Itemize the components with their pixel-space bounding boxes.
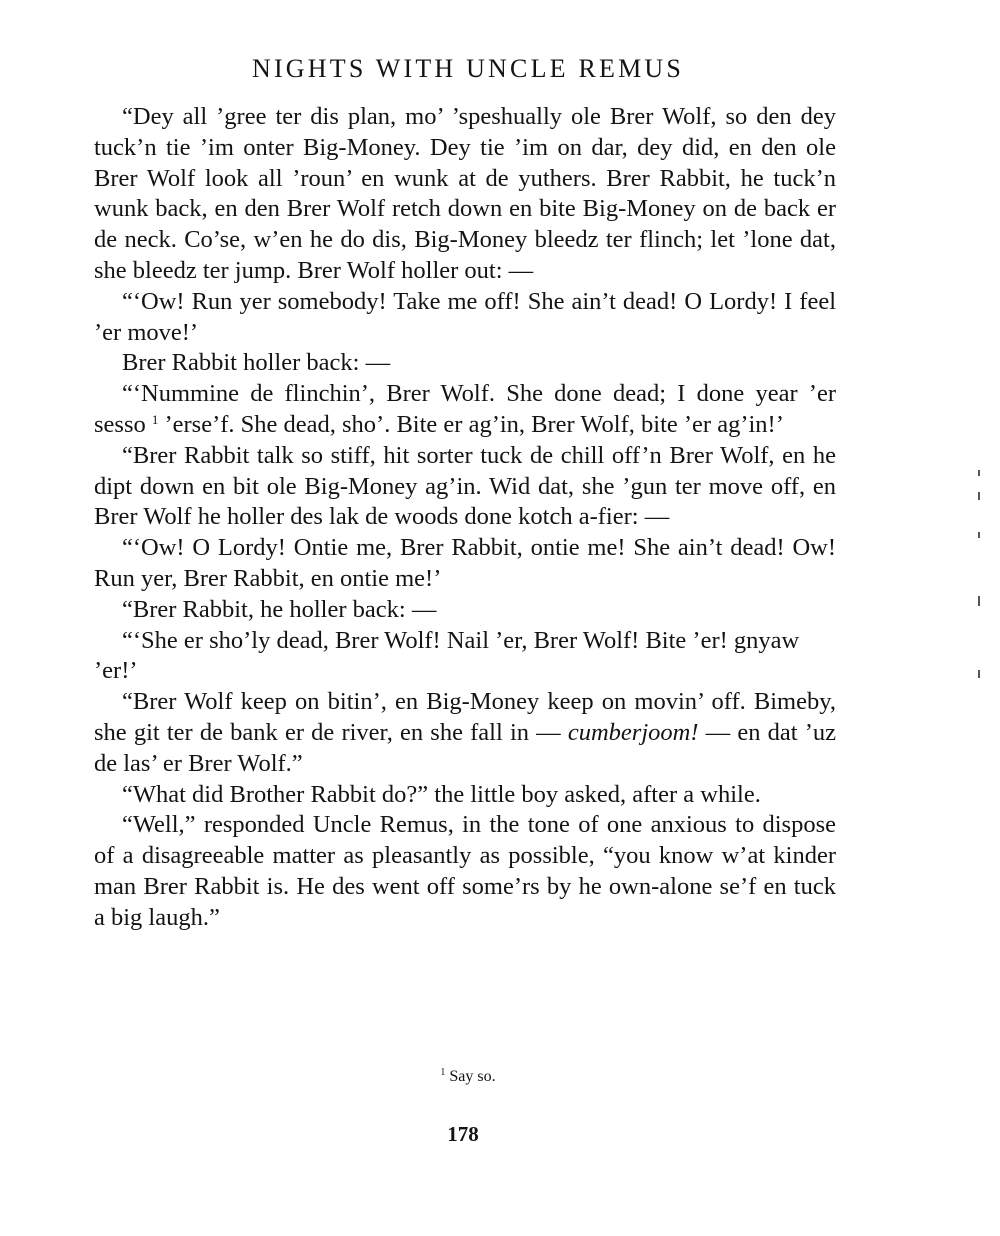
paragraph: Brer Rabbit holler back: — <box>122 349 391 377</box>
footnote-reference: 1 <box>151 412 159 428</box>
paragraph: “‘Ow! O Lordy! Ontie me, Brer Rabbit, ontie me! She ain’t dead! Ow! Run yer, Brer Rabbit, en ontie me!’ <box>94 534 836 592</box>
paragraph: “‘She er sho’ly dead, Brer Wolf! Nail ’er, Brer Wolf! Bite ’er! gnyaw ’er!’ <box>94 626 800 685</box>
paragraph-text: ’erse’f. She dead, sho’. Bite er ag’in, Brer Wolf, bite ’er ag’in!’ <box>158 410 784 438</box>
paragraph: “What did Brother Rabbit do?” the little boy asked, after a while. <box>122 780 761 808</box>
page-number: 178 <box>447 1122 479 1146</box>
paragraph: “Brer Rabbit, he holler back: — <box>122 595 437 623</box>
running-header: NIGHTS WITH UNCLE REMUS <box>251 54 685 83</box>
footnote-marker: 1 <box>440 1067 446 1078</box>
italic-exclamation: cumberjoom! <box>567 718 699 746</box>
paragraph-with-italic <box>94 687 836 779</box>
paragraph: “Brer Rabbit talk so stiff, hit sorter tuck de chill off’n Brer Wolf, en he dipt down en bit ole Big-Money ag’in. Wid dat, she ’gun ter move off, en Brer Wolf he holler des lak de woods done kotch a-fier: — <box>94 441 836 531</box>
paragraph: “Dey all ’gree ter dis plan, mo’ ’speshually ole Brer Wolf, so den dey tuck’n tie ’im onter Big-Money. Dey tie ’im on dar, dey did, en den ole Brer Wolf look all ’roun’ en wunk at de yuthers. Brer Rabbit, he tuck’n wunk back, en den Brer Wolf retch down en bite Big-Money on de back er de neck. Co’se, w’en he do dis, Big-Money bleedz ter flinch; let ’lone dat, she bleedz ter jump. Brer Wolf holler out: — <box>94 103 836 284</box>
page-body <box>94 102 836 934</box>
paragraph-text: “‘Nummine de flinchin’, Brer Wolf. She done dead; I done year ’er sesso <box>94 380 836 438</box>
footnote-text: Say so. <box>445 1068 496 1085</box>
paragraph-text: — en dat ’uz de las’ er Brer Wolf.” <box>94 718 836 777</box>
scan-margin-marks <box>978 470 984 690</box>
paragraph-with-footnote <box>94 379 836 441</box>
paragraph: “‘Ow! Run yer somebody! Take me off! She ain’t dead! O Lordy! I feel ’er move!’ <box>94 287 836 346</box>
paragraph: “Well,” responded Uncle Remus, in the tone of one anxious to dispose of a disagreeable matter as pleasantly as possible, “you know w’at kinder man Brer Rabbit is. He des went off some’rs by he own-alone se’f en tuck a big laugh.” <box>94 811 836 931</box>
footnote <box>0 1068 936 1086</box>
paragraph-text: “Brer Wolf keep on bitin’, en Big-Money keep on movin’ off. Bimeby, she git ter de bank er de river, en she fall in — <box>94 688 836 746</box>
